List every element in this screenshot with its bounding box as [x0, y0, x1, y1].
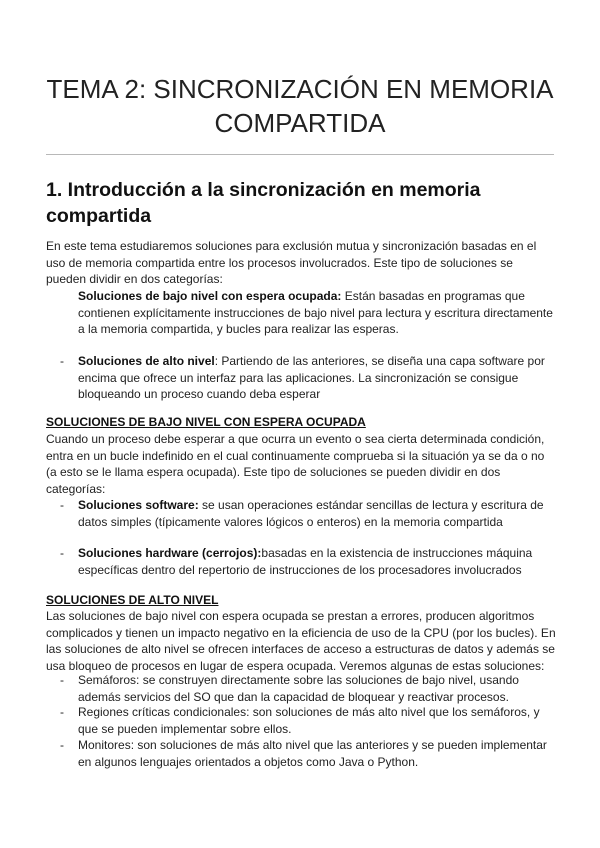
- bullet-marker: -: [60, 738, 64, 752]
- item-bold-label: oluciones de bajo nivel con espera ocupada:: [86, 289, 342, 303]
- high-level-paragraph: Las soluciones de bajo nivel con espera ocupada se prestan a errores, producen algoritmos complicados y tienen un impacto negativo en la eficiencia de uso de la CPU (por los bucles). En las soluciones de alto nivel se ofrecen interfaces de acceso a estructuras de datos y además se usa bloqueo de procesos en lugar de espera ocupada. Veremos algunas de estas soluciones:: [46, 609, 556, 673]
- subheading-high-level: SOLUCIONES DE ALTO NIVEL: [46, 593, 219, 607]
- item-bold-label: Soluciones software:: [78, 498, 199, 512]
- item-text: basadas en la existencia de instrucciones máquina específicas dentro del repertorio de instrucciones de los procesadores involucrados: [78, 546, 533, 577]
- list-item-high-level: [78, 353, 556, 403]
- item-bold-label: Soluciones hardware (cerrojos):: [78, 546, 262, 560]
- item-text: se usan operaciones estándar sencillas de lectura y escritura de datos simples (típicamente valores lógicos o enteros) en la memoria compartida: [78, 498, 544, 529]
- item-bold-label: Soluciones de alto nivel: [78, 354, 215, 368]
- list-item-conditional-regions: Regiones críticas condicionales: son soluciones de más alto nivel que los semáforos, y que se pueden implementar sobre ellos.: [78, 705, 540, 736]
- item-text: : Partiendo de las anteriores, se diseña una capa software por encima que ofrece un interfaz para las aplicaciones. La sincronización se consigue bloqueando un proceso cuando deba esperar: [78, 354, 545, 401]
- bullet-marker: -: [60, 498, 64, 512]
- bullet-marker: -: [60, 354, 64, 368]
- list-item-hardware: [78, 545, 556, 578]
- item-bold-prefix: S: [78, 289, 87, 303]
- section-heading-introduction: 1. Introducción a la sincronización en memoria compartida: [46, 179, 481, 227]
- list-item-semaphores: Semáforos: se construyen directamente sobre las soluciones de bajo nivel, usando además servicios del SO que dan la capacidad de bloquear y reactivar procesos.: [78, 673, 519, 704]
- bullet-marker: -: [60, 673, 64, 687]
- intro-paragraph: En este tema estudiaremos soluciones para exclusión mutua y sincronización basadas en el uso de memoria compartida entre los procesos involucrados. Este tipo de soluciones se pueden dividir en dos categorías:: [46, 239, 537, 286]
- list-item-low-level: [78, 288, 556, 338]
- item-text: Están basadas en programas que contienen explícitamente instrucciones de bajo nivel para lectura y escritura directamente a la memoria compartida, y bucles para realizar las esperas.: [78, 289, 553, 336]
- page-title: TEMA 2: SINCRONIZACIÓN EN MEMORIA COMPARTIDA: [46, 74, 554, 138]
- low-level-paragraph: Cuando un proceso debe esperar a que ocurra un evento o sea cierta determinada condición, entra en un bucle indefinido en el cual continuamente comprueba si la situación ya se da o no (a esto se le llama espera ocupada). Este tipo de soluciones se pueden dividir en dos categorías:: [46, 432, 545, 496]
- bullet-marker: -: [60, 546, 64, 560]
- bullet-marker: -: [60, 705, 64, 719]
- list-item-monitors: Monitores: son soluciones de más alto nivel que las anteriores y se pueden implementar en algunos lenguajes orientados a objetos como Java o Python.: [78, 738, 547, 769]
- subheading-low-level: SOLUCIONES DE BAJO NIVEL CON ESPERA OCUPADA: [46, 415, 366, 429]
- title-divider: [46, 154, 554, 155]
- list-item-software: [78, 497, 556, 530]
